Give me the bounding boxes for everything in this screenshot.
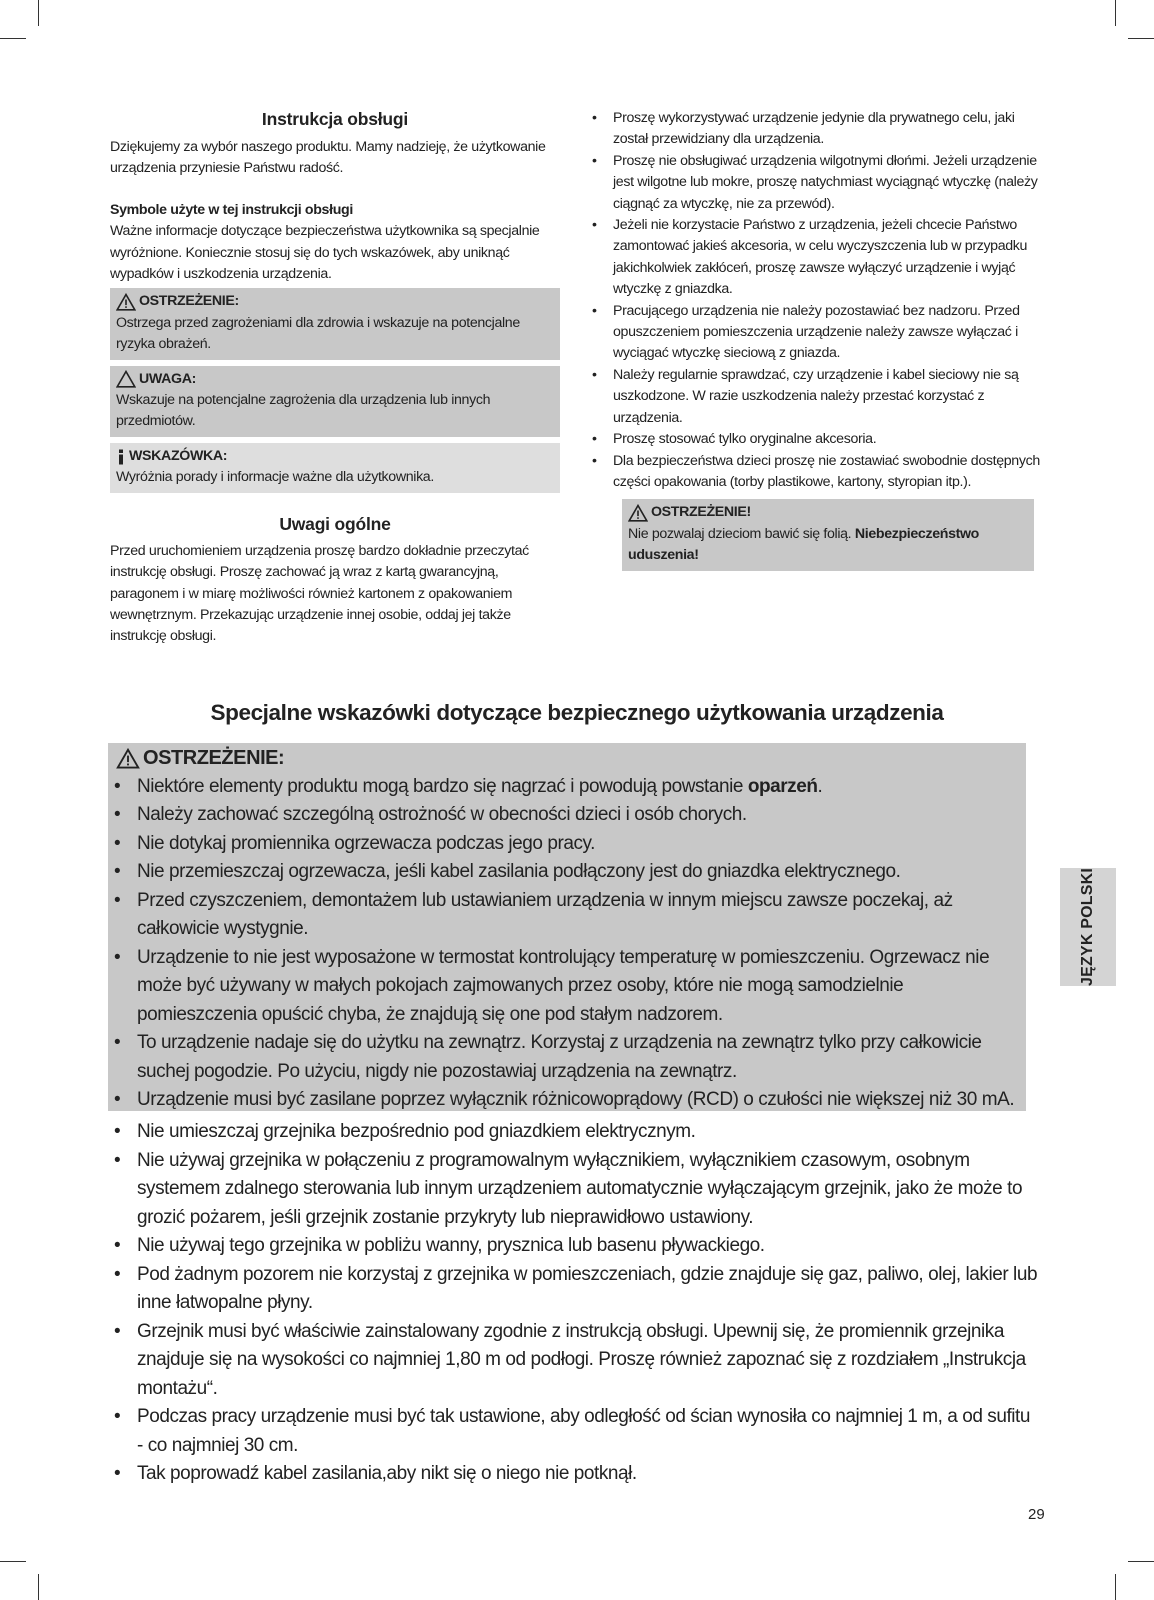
list-item: • Urządzenie to nie jest wyposażone w termostat kontrolujący temperaturę w pomieszczeniu. Ogrzewacz nie może być używany w małych pokojach zajmowanych przez osoby, które nie mogą samodzielnie pomieszczenia opuścić chyba, że znajdują się one pod stałym nadzorem. <box>114 946 990 1025</box>
list-item: • Urządzenie musi być zasilane poprzez wyłącznik różnicowoprądowy (RCD) o czułości nie większej niż 30 mA. <box>114 1089 1015 1110</box>
child-warning-box <box>622 499 1034 570</box>
info-icon <box>116 449 126 465</box>
list-item: • Należy zachować szczególną ostrożność w obecności dzieci i osób chorych. <box>114 804 747 825</box>
warning-box <box>110 288 560 359</box>
caution-box <box>110 366 560 437</box>
crop-mark <box>1115 0 1116 26</box>
list-item: • Należy regularnie sprawdzać, czy urządzenie i kabel sieciowy nie są uszkodzone. W razie uszkodzenia należy przestać korzystać z urządzenia. <box>592 366 1019 426</box>
general-title: Uwagi ogólne <box>279 513 391 534</box>
general-text: Przed uruchomieniem urządzenia proszę bardzo dokładnie przeczytać instrukcję obsługi. Proszę zachować ją wraz z kartą gwarancyjną, paragonem i w miarę możliwości również kartonem z opakowaniem wewnętrznym. Przekazując urządzenie innej osobie, oddaj jej także instrukcję obsługi. <box>110 542 529 645</box>
page-number: 29 <box>1028 1506 1045 1523</box>
list-item: • Nie umieszczaj grzejnika bezpośrednio pod gniazdkiem elektrycznym. <box>114 1121 696 1142</box>
instructions-title: Instrukcja obsługi <box>261 109 409 129</box>
symbols-text: Ważne informacje dotyczące bezpieczeństwa użytkownika są specjalnie wyróżnione. Koniecznie stosuj się do tych wskazówek, aby uniknąć wypadków i uszkodzenia urządzenia. <box>110 223 540 283</box>
list-item: • Przed czyszczeniem, demontażem lub ustawianiem urządzenia w innym miejscu zawsze poczekaj, aż całkowicie wystygnie. <box>114 889 953 939</box>
list-item: • Pod żadnym pozorem nie korzystaj z grzejnika w pomieszczeniach, gdzie znajduje się gaz, paliwo, olej, lakier lub inne łatwopalne płyny. <box>114 1263 1038 1313</box>
list-item: • Nie dotykaj promiennika ogrzewacza podczas jego pracy. <box>114 832 595 854</box>
list-item: • Nie używaj grzejnika w połączeniu z programowalnym wyłącznikiem, wyłącznikiem czasowym, osobnym systemem zdalnego sterowania lub innym urządzeniem automatycznie wyłączającym grzejnik, jako że może to grozić pożarem, jeśli grzejnik zostanie przykryty lub nieprawidłowo ustawiony. <box>114 1149 1023 1228</box>
list-item: • Niektóre elementy produktu mogą bardzo się nagrzać i powodują powstanie oparzeń. <box>114 775 823 797</box>
left-column <box>110 108 560 648</box>
symbols-heading: Symbole użyte w tej instrukcji obsługi <box>110 201 353 218</box>
warning-triangle-icon <box>116 293 136 311</box>
list-item: • To urządzenie nadaje się do użytku na zewnątrz. Korzystaj z urządzenia na zewnątrz tylko przy całkowicie suchej pogodzie. Po użyciu, nigdy nie pozostawiaj urządzenia na zewnątrz. <box>114 1032 982 1082</box>
caution-triangle-icon <box>116 370 136 388</box>
hint-title: WSKAZÓWKA: <box>129 447 228 464</box>
caution-title: UWAGA: <box>139 370 197 387</box>
hint-box <box>110 443 560 493</box>
child-warning-title: OSTRZEŻENIE! <box>651 504 751 521</box>
list-item: • Pracującego urządzenia nie należy pozostawiać bez nadzoru. Przed opuszczeniem pomieszczenia urządzenie należy zawsze wyłączać i wyciągać wtyczkę sieciową z gniazda. <box>592 302 1020 362</box>
special-warning-title: OSTRZEŻENIE: <box>143 747 285 769</box>
hint-text: Wyróżnia porady i informacje ważne dla użytkownika. <box>116 469 434 486</box>
list-item: • Nie przemieszczaj ogrzewacza, jeśli kabel zasilania podłączony jest do gniazdka elektrycznego. <box>114 861 901 882</box>
caution-text: Wskazuje na potencjalne zagrożenia dla urządzenia lub innych przedmiotów. <box>116 392 491 430</box>
safety-list <box>588 108 1048 493</box>
crop-mark <box>0 1561 26 1562</box>
crop-mark <box>38 1574 39 1600</box>
special-section-title: Specjalne wskazówki dotyczące bezpiecznego użytkowania urządzenia <box>210 700 944 725</box>
list-item: • Nie używaj tego grzejnika w pobliżu wanny, prysznica lub basenu pływackiego. <box>114 1235 765 1256</box>
list-item: • Grzejnik musi być właściwie zainstalowany zgodnie z instrukcją obsługi. Upewnij się, że promiennik grzejnika znajduje się na wysokości co najmniej 1,80 m od podłogi. Proszę również zapoznać się z rozdziałem „Instrukcja montażu“. <box>114 1320 1026 1399</box>
list-item: • Proszę wykorzystywać urządzenie jedynie dla prywatnego celu, jaki został przewidziany dla urządzenia. <box>592 110 1015 148</box>
intro-text: Dziękujemy za wybór naszego produktu. Mamy nadzieję, że użytkowanie urządzenia przyniesie Państwu radość. <box>110 139 546 177</box>
special-warning-header <box>110 744 1040 773</box>
list-item: • Jeżeli nie korzystacie Państwo z urządzenia, jeżeli chcecie Państwo zamontować jakieś akcesoria, w celu wyczyszczenia lub w przypadku jakichkolwiek zakłóceń, proszę zawsze wyłączyć urządzenie i wyjąć wtyczkę z gniazdka. <box>592 217 1028 298</box>
crop-mark <box>1128 1561 1154 1562</box>
warning-title: OSTRZEŻENIE: <box>139 293 239 310</box>
warning-triangle-icon <box>628 504 648 522</box>
list-item: • Dla bezpieczeństwa dzieci proszę nie zostawiać swobodnie dostępnych części opakowania (torby plastikowe, kartony, styropian itp.). <box>592 452 1040 490</box>
crop-mark <box>1115 1574 1116 1600</box>
crop-mark <box>0 38 26 39</box>
crop-mark <box>1128 38 1154 39</box>
special-warning-content <box>110 744 1040 1115</box>
warning-text: Ostrzega przed zagrożeniami dla zdrowia i wskazuje na potencjalne ryzyka obrażeń. <box>116 314 520 353</box>
special-warning-list <box>110 773 1040 1115</box>
list-item: • Proszę nie obsługiwać urządzenia wilgotnymi dłońmi. Jeżeli urządzenie jest wilgotne lub mokre, proszę natychmiast wyciągnąć wtyczkę (należy ciągnąć za wtyczkę, nie za przewód). <box>592 152 1038 212</box>
warning-triangle-icon <box>116 748 140 769</box>
language-tab-label: JĘZYK POLSKI <box>1079 868 1096 986</box>
list-item: • Tak poprowadź kabel zasilania,aby nikt się o niego nie potknął. <box>114 1463 637 1484</box>
special-bullet-list <box>110 1118 1040 1489</box>
child-warning-text: Nie pozwalaj dzieciom bawić się folią. Niebezpieczeństwo uduszenia! <box>628 525 979 564</box>
language-tab <box>1060 868 1116 986</box>
crop-mark <box>38 0 39 26</box>
list-item: • Podczas pracy urządzenie musi być tak ustawione, aby odległość od ścian wynosiła co najmniej 1 m, a od sufitu - co najmniej 30 cm. <box>114 1406 1030 1456</box>
right-column <box>588 108 1048 577</box>
list-item: • Proszę stosować tylko oryginalne akcesoria. <box>592 431 877 448</box>
